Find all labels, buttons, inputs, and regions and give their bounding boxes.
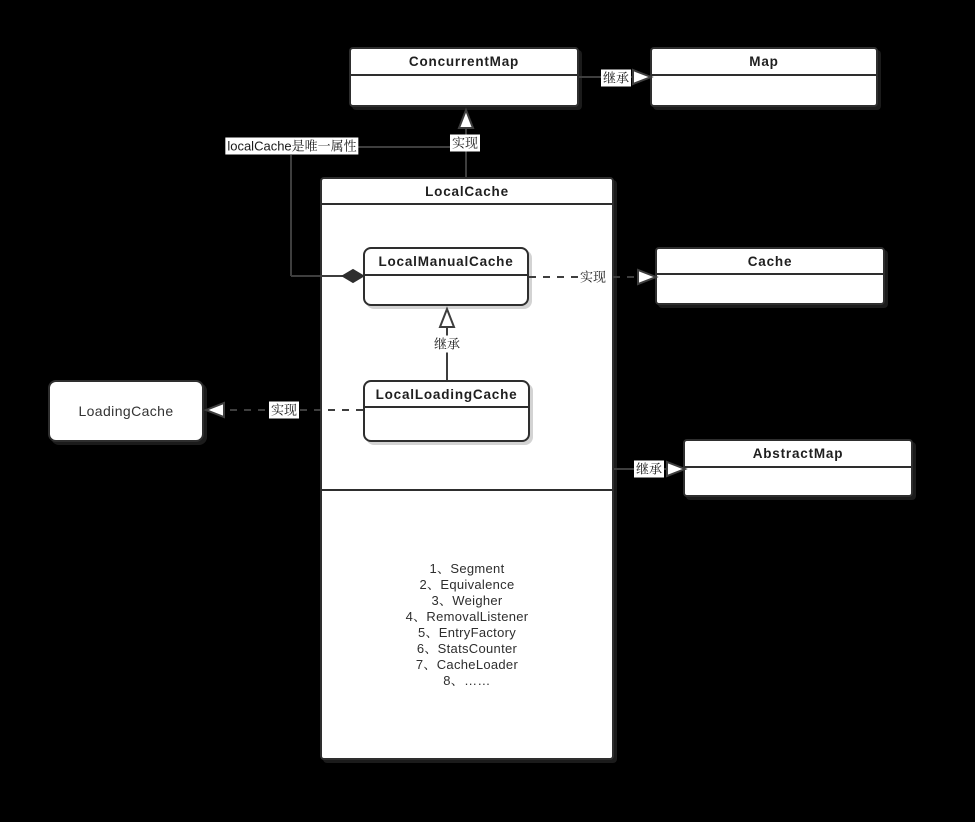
- relation-label-implement-loadingcache: 实现: [270, 402, 298, 418]
- class-compartment-cache: [657, 275, 883, 303]
- class-compartment-map: [652, 76, 876, 105]
- class-compartment-localloadingcache: [365, 408, 528, 440]
- localcache-member-list: [322, 491, 612, 758]
- member-item: 1、Segment: [429, 560, 505, 576]
- arrowhead-implement-concurrentmap: [459, 110, 473, 128]
- relation-label-inherit-abstractmap: 继承: [635, 461, 663, 477]
- class-box-abstractmap: [683, 439, 913, 497]
- class-title-localloadingcache: LocalLoadingCache: [365, 382, 528, 408]
- class-title-cache: Cache: [657, 249, 883, 275]
- class-box-localmanualcache: [363, 247, 529, 306]
- member-item: 7、CacheLoader: [415, 656, 519, 672]
- member-item: 3、Weigher: [431, 592, 503, 608]
- class-box-localloadingcache: [363, 380, 530, 442]
- class-title-map: Map: [652, 49, 876, 76]
- arrowhead-implement-loadingcache: [206, 403, 224, 417]
- class-title-concurrentmap: ConcurrentMap: [351, 49, 577, 76]
- class-compartment-localmanualcache: [365, 276, 527, 304]
- class-title-loadingcache: LoadingCache: [78, 403, 174, 419]
- class-title-abstractmap: AbstractMap: [685, 441, 911, 468]
- member-item: 6、StatsCounter: [416, 640, 518, 656]
- class-box-cache: [655, 247, 885, 305]
- class-box-loadingcache: [48, 380, 204, 442]
- member-item: 8、……: [443, 672, 491, 688]
- class-compartment-abstractmap: [685, 468, 911, 495]
- relation-label-implement-concurrentmap: 实现: [451, 135, 479, 151]
- class-compartment-concurrentmap: [351, 76, 577, 105]
- arrowhead-implement-cache: [638, 270, 656, 284]
- arrowhead-inherit-map: [633, 70, 651, 84]
- class-title-localmanualcache: LocalManualCache: [365, 249, 527, 276]
- member-item: 4、RemovalListener: [405, 608, 529, 624]
- relation-label-inherit-manualcache: 继承: [433, 336, 461, 352]
- class-box-map: [650, 47, 878, 107]
- class-title-localcache: LocalCache: [322, 179, 612, 205]
- note-label-localcache-property: localCache是唯一属性: [227, 138, 357, 154]
- class-box-concurrentmap: [349, 47, 579, 107]
- member-item: 5、EntryFactory: [417, 624, 517, 640]
- member-item: 2、Equivalence: [419, 576, 515, 592]
- relation-label-inherit-map: 继承: [602, 70, 630, 86]
- relation-label-implement-cache: 实现: [579, 269, 607, 285]
